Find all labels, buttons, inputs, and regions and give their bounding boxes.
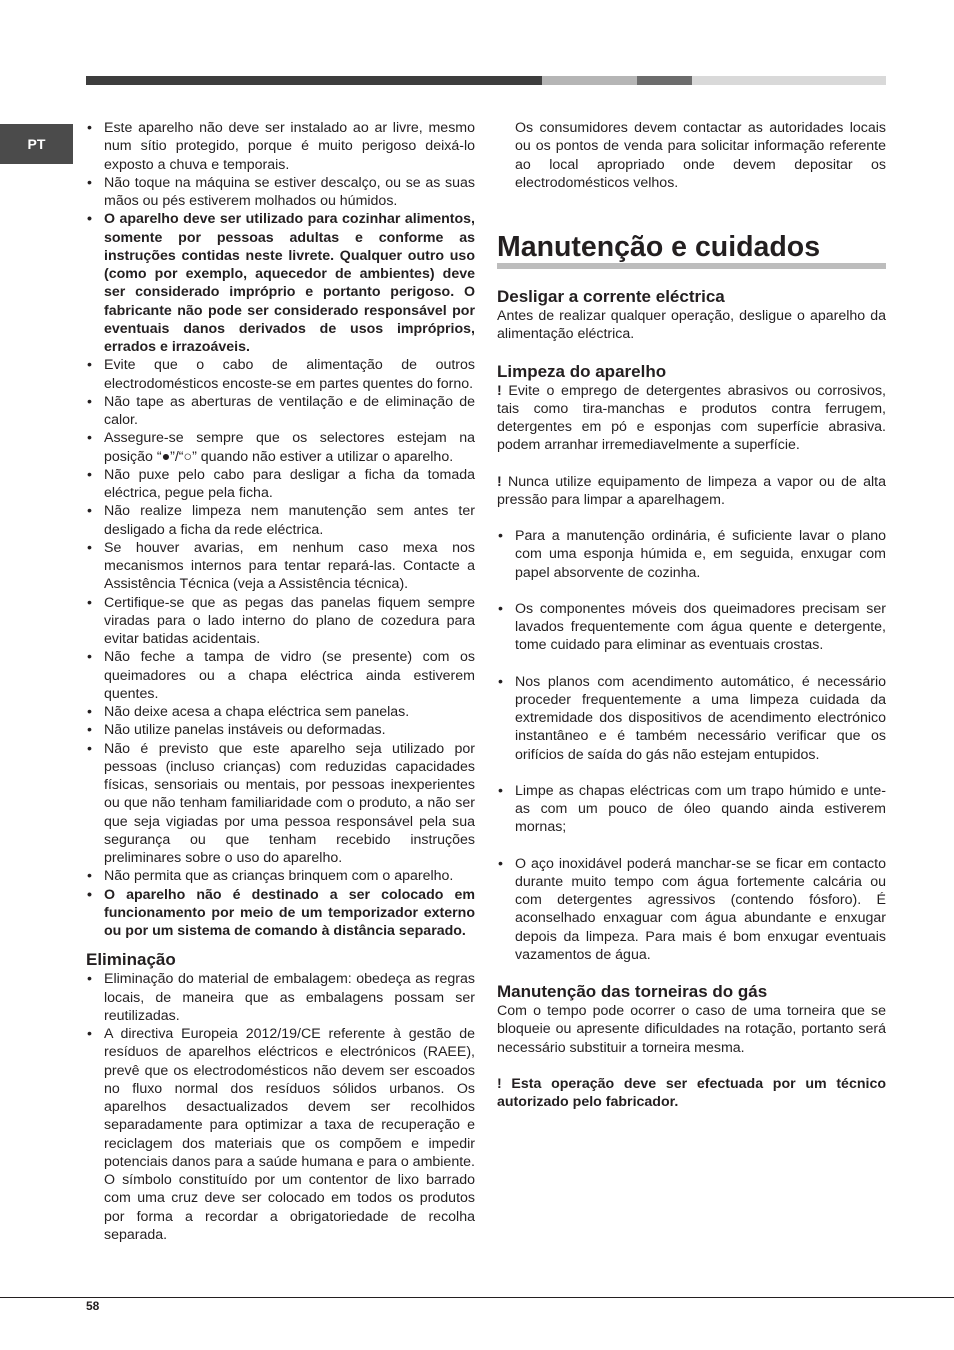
list-item — [86, 867, 475, 885]
list-item — [86, 594, 475, 649]
cleaning-warning-1 — [497, 382, 886, 455]
list-item — [497, 673, 886, 764]
list-item — [86, 119, 475, 174]
bullet: • — [87, 868, 92, 885]
page-number: 58 — [86, 1299, 100, 1313]
left-column — [86, 119, 475, 1244]
footer-rule — [0, 1297, 954, 1298]
bullet: • — [498, 855, 503, 872]
list-item — [497, 600, 886, 655]
list-item-text: Os componentes móveis dos queimadores precisam ser lavados frequentemente com água quente e detergente, tome cuidado para eliminar as eventuais crostas. — [515, 600, 886, 654]
list-item — [86, 502, 475, 539]
bullet: • — [498, 528, 503, 544]
bullet: • — [87, 357, 92, 374]
list-item — [86, 210, 475, 356]
bullet: • — [87, 539, 92, 556]
list-item-text: Este aparelho não deve ser instalado ao ar livre, mesmo num sítio protegido, porque é muito perigoso deixá-lo exposto a chuva e temporais. — [104, 120, 475, 173]
bullet: • — [87, 120, 92, 136]
list-item — [86, 648, 475, 703]
list-item-text: Se houver avarias, em nenhum caso mexa nos mecanismos internos para tentar repará-las. Contacte a Assistência Técnica (veja a Assistência técnica). — [104, 539, 475, 593]
list-item-text: Não puxe pelo cabo para desligar a ficha da tomada eléctrica, pegue pela ficha. — [104, 466, 475, 501]
warning-text: Nunca utilize equipamento de limpeza a vapor ou de alta pressão para limpar a aparelhagem. — [497, 473, 886, 508]
list-item — [86, 970, 475, 1025]
bullet: • — [87, 466, 92, 483]
right-column — [497, 119, 886, 1111]
gas-taps-warning — [497, 1075, 886, 1112]
bullet: • — [87, 503, 92, 520]
list-item — [86, 356, 475, 393]
list-item-text: Assegure-se sempre que os selectores estejam na posição “●”/“○” quando não estiver a utilizar o aparelho. — [104, 430, 475, 465]
header-bar-pale — [692, 76, 886, 85]
list-item — [86, 703, 475, 721]
list-item — [86, 174, 475, 211]
warning-mark: ! — [497, 473, 502, 490]
list-item — [86, 721, 475, 739]
list-item-text: Não toque na máquina se estiver descalço, ou se as suas mãos ou pés estiverem molhados ou húmidos. — [104, 174, 475, 209]
language-tab: PT — [0, 124, 73, 164]
bullet: • — [87, 1026, 92, 1042]
safety-list — [86, 119, 475, 940]
bullet: • — [87, 886, 92, 903]
list-item-text: Evite que o cabo de alimentação de outros electrodomésticos encoste-se em partes quentes do forno. — [104, 357, 475, 392]
list-item — [86, 539, 475, 594]
list-item-text: O aço inoxidável poderá manchar-se se ficar em contacto durante muito tempo com água fortemente calcária ou com detergentes agressivos (contendo fósforo). É aconselhado enxaguar com água abundante e enxugar depois da limpeza. Para mais é bom enxugar eventuais vazamentos de água. — [515, 855, 886, 963]
elimination-continuation: Os consumidores devem contactar as autoridades locais ou os pontos de venda para solicitar informação referente ao local apropriado onde devem depositar os electrodomésticos velhos. — [515, 120, 886, 191]
section-title: Manutenção e cuidados — [497, 231, 886, 269]
cleaning-warning-2 — [497, 473, 886, 510]
warning-text: Evite o emprego de detergentes abrasivos ou corrosivos, tais como tira-manchas e produtos contra ferrugem, detergentes em pó e esponjas com superfície abrasiva. podem arranhar irremediavelmente a superfície. — [497, 382, 886, 454]
bullet: • — [87, 393, 92, 410]
list-item-text: Não feche a tampa de vidro (se presente) com os queimadores ou a chapa eléctrica ainda estiverem quentes. — [104, 649, 475, 702]
bullet: • — [498, 673, 503, 690]
list-item-text: Não é previsto que este aparelho seja utilizado por pessoas (incluso crianças) com reduzidas capacidades físicas, sensoriais ou mentais, por pessoas inexperientes ou que não tenham familiaridade com o produto, a não ser que seja vigiadas por uma pessoa responsável pela sua segurança ou que tenham recebido instruções preliminares sobre o uso do aparelho. — [104, 740, 475, 866]
list-item — [497, 855, 886, 965]
list-item-text: Não utilize panelas instáveis ou deformadas. — [104, 722, 386, 739]
warning-text: Esta operação deve ser efectuada por um técnico autorizado pelo fabricador. — [497, 1075, 886, 1110]
bullet: • — [87, 174, 92, 191]
bullet: • — [87, 740, 92, 757]
disconnect-text: Antes de realizar qualquer operação, desligue o aparelho da alimentação eléctrica. — [497, 308, 886, 343]
bullet: • — [87, 211, 92, 228]
list-item-text: Para a manutenção ordinária, é suficiente lavar o plano com uma esponja húmida e, em seguida, enxugar com papel absorvente de cozinha. — [515, 528, 886, 581]
list-item-text: Limpe as chapas eléctricas com um trapo húmido e unte-as com um pouco de óleo quando ainda estiverem mornas; — [515, 782, 886, 836]
cleaning-list — [497, 527, 886, 964]
list-item-text: Não permita que as crianças brinquem com o aparelho. — [104, 868, 454, 885]
bullet: • — [87, 722, 92, 739]
list-item-text: Eliminação do material de embalagem: obedeça as regras locais, de maneira que as embalagens possam ser reutilizadas. — [104, 971, 475, 1024]
bullet: • — [87, 649, 92, 666]
list-item-text: A directiva Europeia 2012/19/CE referente à gestão de resíduos de aparelhos eléctricos e electrónicos (RAEE), prevê que os electrodomésticos não devem ser escoados no fluxo normal dos resíduos sólidos urbanos. Os aparelhos desactualizados devem ser recolhidos separadamente para optimizar a taxa de recuperação e reciclagem dos materiais que os compõem e impedir potenciais danos para a saúde humana e para o ambiente. O símbolo constituído por um contentor de lixo barrado com uma cruz deve ser colocado em todos os produtos por forma a recordar a obrigatoriedade de recolha separada. — [104, 1026, 475, 1243]
list-item-text: Nos planos com acendimento automático, é necessário proceder frequentemente a uma limpeza cuidada da extremidade dos dispositivos de acendimento electrónico instantâneo e é também necessário verificar que os orifícios de saída do gás não estejam entupidos. — [515, 673, 886, 763]
header-bar-mid — [637, 76, 692, 85]
list-item — [497, 782, 886, 837]
list-item — [86, 466, 475, 503]
list-item-text: O aparelho deve ser utilizado para cozinhar alimentos, somente por pessoas adultas e conforme as instruções contidas neste livrete. Qualquer outro uso (como por exemplo, aquecedor de ambientes) deve ser considerado impróprio e portanto perigoso. O fabricante não pode ser considerado responsável por eventuais danos derivados de usos impróprios, errados e irrazoáveis. — [104, 211, 475, 355]
list-item — [86, 740, 475, 868]
warning-mark: ! — [497, 1075, 502, 1092]
list-item — [86, 429, 475, 466]
header-bar-dark — [86, 76, 542, 85]
list-item — [497, 527, 886, 582]
list-item — [86, 1025, 475, 1244]
elimination-heading: Eliminação — [86, 950, 176, 970]
bullet: • — [87, 971, 92, 988]
bullet: • — [87, 704, 92, 720]
gas-taps-heading: Manutenção das torneiras do gás — [497, 982, 768, 1001]
list-item — [86, 886, 475, 941]
bullet: • — [87, 594, 92, 611]
bullet: • — [498, 782, 503, 799]
warning-mark: ! — [497, 382, 502, 399]
list-item-text: Certifique-se que as pegas das panelas fiquem sempre viradas para o lado interno do plano de cozedura para evitar batidas acidentais. — [104, 594, 475, 647]
disconnect-heading: Desligar a corrente eléctrica — [497, 287, 725, 306]
list-item-text: Não deixe acesa a chapa eléctrica sem panelas. — [104, 704, 410, 720]
list-item-text: Não tape as aberturas de ventilação e de eliminação de calor. — [104, 393, 475, 428]
cleaning-heading: Limpeza do aparelho — [497, 361, 667, 381]
list-item-text: O aparelho não é destinado a ser colocado em funcionamento por meio de um temporizador externo ou por um sistema de comando à distância separado. — [104, 886, 475, 939]
gas-taps-text: Com o tempo pode ocorrer o caso de uma torneira que se bloqueie ou apresente dificuldades na rotação, portanto será necessário substituir a torneira mesma. — [497, 1003, 886, 1056]
bullet: • — [498, 600, 503, 617]
list-item — [86, 393, 475, 430]
elimination-list — [86, 970, 475, 1244]
header-bar-light — [542, 76, 637, 85]
list-item-text: Não realize limpeza nem manutenção sem antes ter desligado a ficha da rede eléctrica. — [104, 503, 475, 538]
bullet: • — [87, 430, 92, 447]
